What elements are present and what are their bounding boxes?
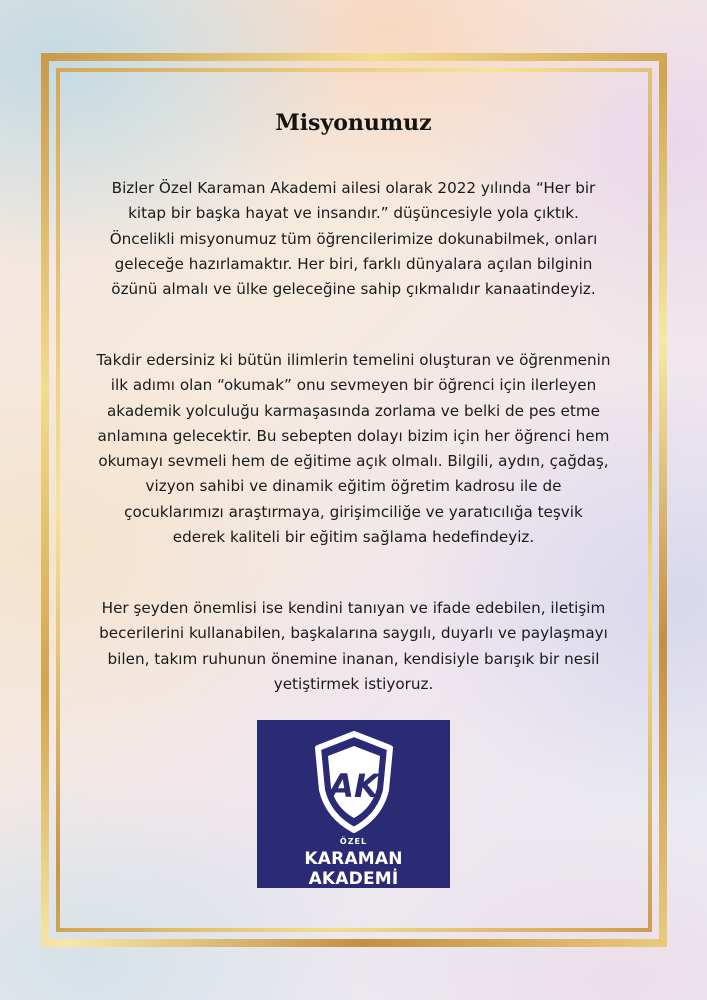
ak-shield-icon <box>312 730 396 834</box>
logo-name-line-2: AKADEMİ <box>308 869 399 889</box>
mission-paragraph-3: Her şeyden önemlisi ise kendini tanıyan ve ifade edebilen, iletişim becerilerini kullanabilen, başkalarına saygılı, duyarlı ve paylaşmayı bilen, takım ruhunun önemine inanan, kendisiyle barışık bir nesil yetiştirmek istiyoruz. <box>99 599 608 693</box>
page-title: Misyonumuz <box>275 110 432 136</box>
karaman-akademi-logo <box>257 720 450 888</box>
mission-paragraph-1: Bizler Özel Karaman Akademi ailesi olarak 2022 yılında “Her bir kitap bir başka hayat ve insandır.” düşüncesiyle yola çıktık. Öncelikli misyonumuz tüm öğrencilerimize dokunabilmek, onları geleceğe hazırlamaktır. Her biri, farklı dünyalara açılan bilginin özünü almalı ve ülke geleceğine sahip çıkmalıdır kanaatindeyiz. <box>109 179 598 299</box>
logo-prefix: ÖZEL <box>339 837 368 846</box>
logo-monogram: AK <box>329 767 379 805</box>
logo-name-line-1: KARAMAN <box>304 849 403 869</box>
mission-paragraph-2: Takdir edersiniz ki bütün ilimlerin temelini oluşturan ve öğrenmenin ilk adımı olan “okumak” onu sevmeyen bir öğrenci için ilerleyen akademik yolculuğu karmaşasında zorlama ve belki de pes etme anlamına gelecektir. Bu sebepten dolayı bizim için her öğrenci hem okumayı sevmeli hem de eğitime açık olmalı. Bilgili, aydın, çağdaş, vizyon sahibi ve dinamik eğitim öğretim kadrosu ile de çocuklarımızı araştırmaya, girişimciliğe ve yaratıcılığa teşvik ederek kaliteli bir eğitim sağlama hedefindeyiz. <box>96 351 611 547</box>
